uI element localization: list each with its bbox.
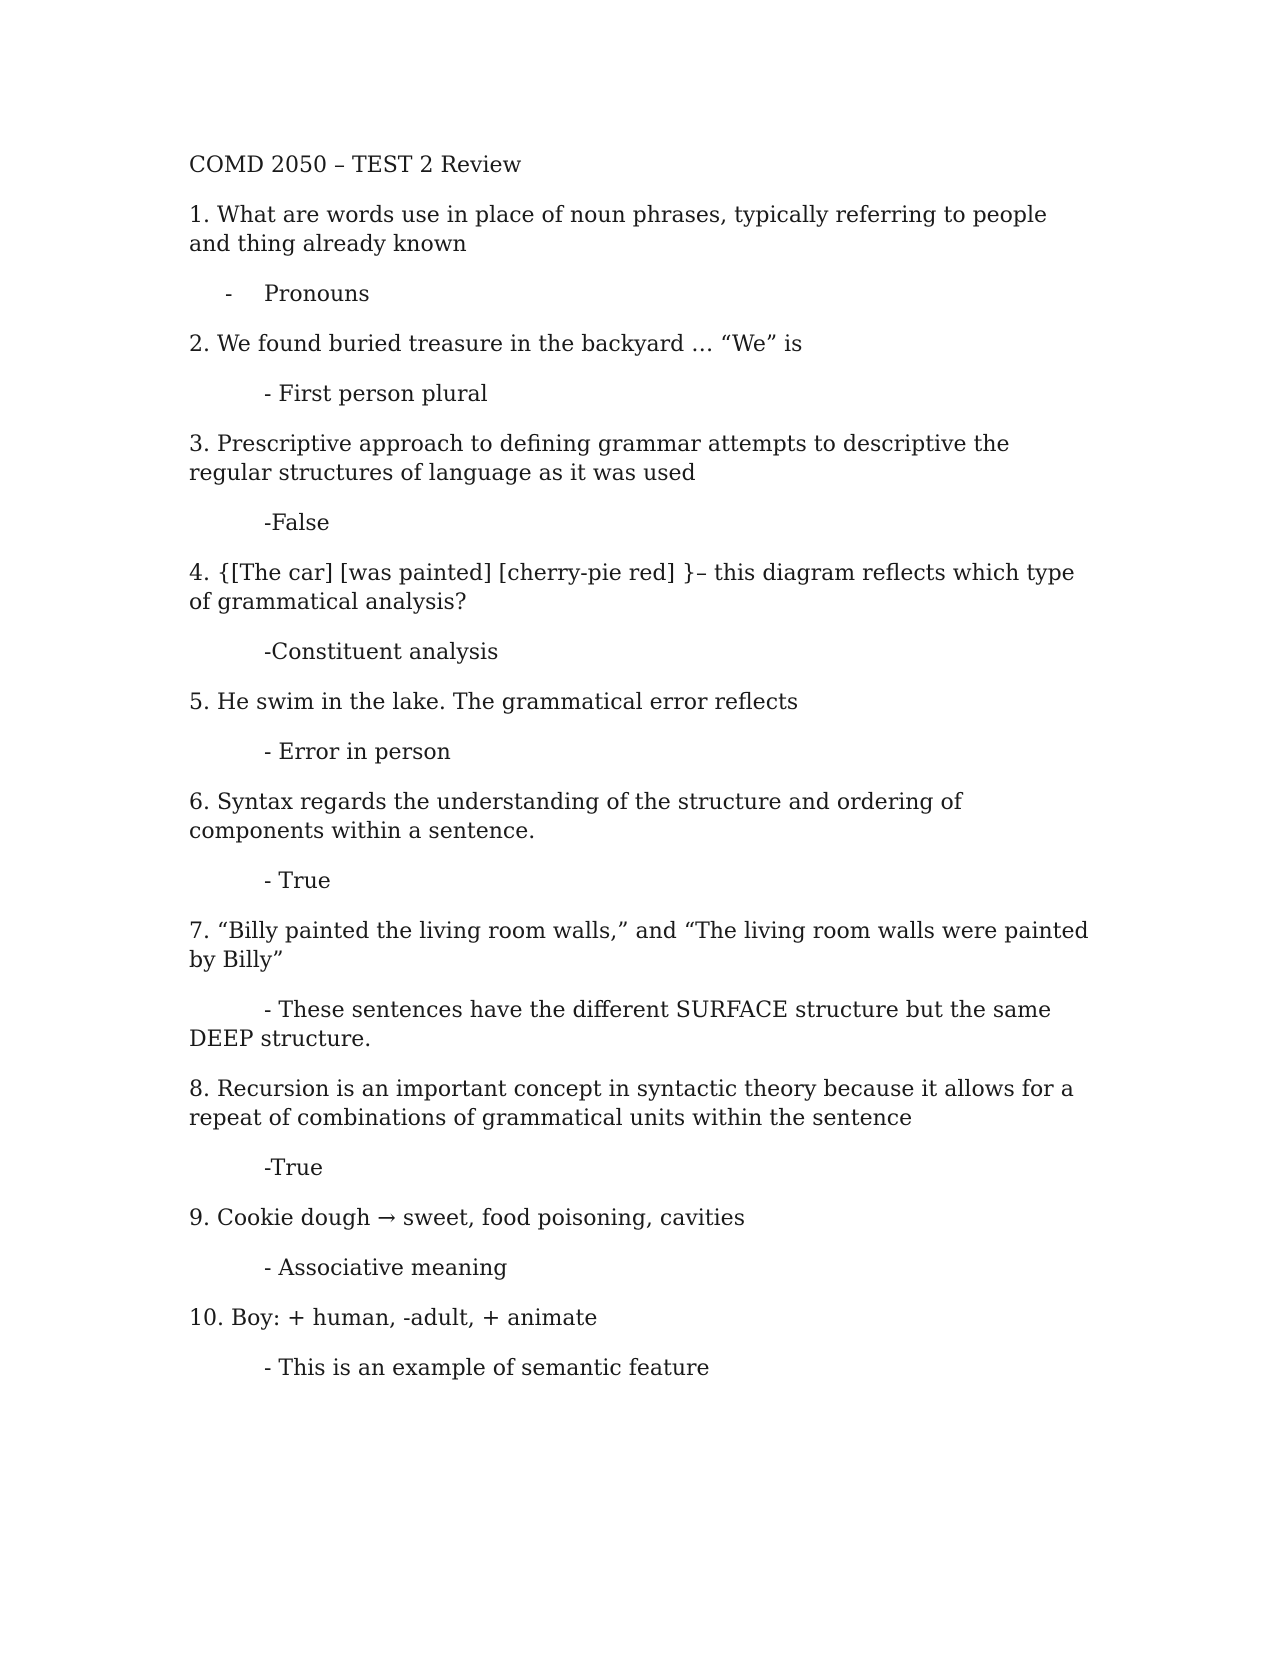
question-9: 9. Cookie dough → sweet, food poisoning, cavities (189, 1206, 745, 1231)
question-8: 8. Recursion is an important concept in syntactic theory because it allows for a repeat of combinations of grammatical units within the sentence (189, 1077, 1074, 1131)
answer-3: -False (264, 511, 330, 536)
document-body (189, 151, 1089, 1404)
question-1: 1. What are words use in place of noun phrases, typically referring to people and thing already known (189, 203, 1048, 257)
answer-8: -True (264, 1156, 324, 1181)
document-title: COMD 2050 – TEST 2 Review (189, 153, 522, 178)
question-6: 6. Syntax regards the understanding of the structure and ordering of components within a sentence. (189, 790, 962, 844)
answer-9: - Associative meaning (264, 1256, 508, 1281)
answer-6: - True (264, 869, 331, 894)
answer-4: -Constituent analysis (264, 640, 499, 665)
bullet-dash: - (225, 282, 233, 307)
answer-2: - First person plural (264, 382, 488, 407)
question-7: 7. “Billy painted the living room walls,” and “The living room walls were painted by Billy” (189, 919, 1089, 973)
question-4: 4. {[The car] [was painted] [cherry-pie red] }– this diagram reflects which type of grammatical analysis? (189, 561, 1075, 615)
answer-1 (225, 280, 1089, 309)
answer-5: - Error in person (264, 740, 451, 765)
question-5: 5. He swim in the lake. The grammatical error reflects (189, 690, 799, 715)
question-2: 2. We found buried treasure in the backyard … “We” is (189, 332, 803, 357)
answer-10: - This is an example of semantic feature (264, 1356, 710, 1381)
question-3: 3. Prescriptive approach to defining grammar attempts to descriptive the regular structures of language as it was used (189, 432, 1010, 486)
question-10: 10. Boy: + human, -adult, + animate (189, 1306, 598, 1331)
answer-1-text: Pronouns (264, 282, 370, 307)
answer-7: - These sentences have the different SURFACE structure but the same DEEP structure. (189, 998, 1052, 1052)
